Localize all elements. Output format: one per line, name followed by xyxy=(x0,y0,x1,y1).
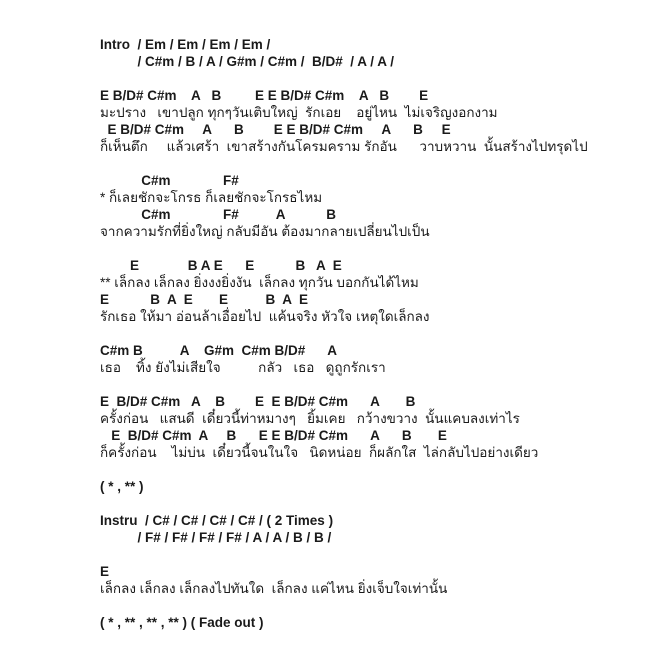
bridge-chord-line: C#m B A G#m C#m B/D# A xyxy=(100,343,338,358)
verse2-lyric-line-1: ครั้งก่อน แสนดี เดี๋ยวนี้ท่าหมางๆ ยิ้มเคย กว้างขวาง นั้นแคบลงเท่าไร xyxy=(100,411,520,426)
verse1-chord-line-2: E B/D# C#m A B E E B/D# C#m A B E xyxy=(100,122,451,137)
verse2-lyric-line-2: ก็ครั้งก่อน ไม่บ่น เดี๋ยวนี้จนในใจ นิดหน่อย ก็ผลักใส ไล่กลับไปอย่างเดียว xyxy=(100,445,539,460)
verse1-lyric-line-2: ก็เห็นตึก แล้วเศร้า เขาสร้างกันโครมคราม รักอัน วาบหวาน นั้นสร้างไปทรุดไป xyxy=(100,139,588,154)
fadeout-marker: ( * , ** , ** , ** ) ( Fade out ) xyxy=(100,615,264,630)
prechorus-lyric-line-2: จากความรักที่ยิ่งใหญ่ กลับมีอัน ต้องมากลายเปลี่ยนไปเป็น xyxy=(100,224,430,239)
bridge-lyric-line: เธอ ทิ้ง ยังไม่เสียใจ กลัว เธอ ดูถูกรักเรา xyxy=(100,360,386,375)
verse1-chord-line-1: E B/D# C#m A B E E B/D# C#m A B E xyxy=(100,88,429,103)
verse1-lyric-line-1: มะปราง เขาปลูก ทุกๆวันเติบใหญ่ รักเอย อยู่ไหน ไม่เจริญงอกงาม xyxy=(100,105,498,120)
chorus-lyric-line-2: รักเธอ ให้มา อ่อนล้าเอื่อยไป แค้นจริง หัวใจ เหตุใดเล็กลง xyxy=(100,309,430,324)
verse2-chord-line-1: E B/D# C#m A B E E B/D# C#m A B xyxy=(100,394,416,409)
chorus-chord-line-1: E B A E E B A E xyxy=(100,258,342,273)
intro-chord-line-2: / C#m / B / A / G#m / C#m / B/D# / A / A / xyxy=(100,54,395,69)
prechorus-chord-line-2: C#m F# A B xyxy=(100,207,337,222)
chorus-lyric-line-1: ** เล็กลง เล็กลง ยิ่งงงยิ่งงัน เล็กลง ทุกวัน บอกกันได้ไหม xyxy=(100,275,419,290)
intro-label-chord-line: Intro / Em / Em / Em / Em / xyxy=(100,37,271,52)
instru-chord-line-2: / F# / F# / F# / F# / A / A / B / B / xyxy=(100,530,332,545)
outro-lyric-line: เล็กลง เล็กลง เล็กลงไปทันใด เล็กลง แค่ไหน ยิ่งเจ็บใจเท่านั้น xyxy=(100,581,448,596)
chorus-chord-line-2: E B A E E B A E xyxy=(100,292,309,307)
instru-label-chord-line: Instru / C# / C# / C# / C# / ( 2 Times ) xyxy=(100,513,334,528)
repeat-marker: ( * , ** ) xyxy=(100,479,144,494)
outro-chord-line: E xyxy=(100,564,110,579)
prechorus-lyric-line-1: * ก็เลยชักจะโกรธ ก็เลยชักจะโกรธไหม xyxy=(100,190,323,205)
prechorus-chord-line-1: C#m F# xyxy=(100,173,239,188)
verse2-chord-line-2: E B/D# C#m A B E E B/D# C#m A B E xyxy=(100,428,447,443)
